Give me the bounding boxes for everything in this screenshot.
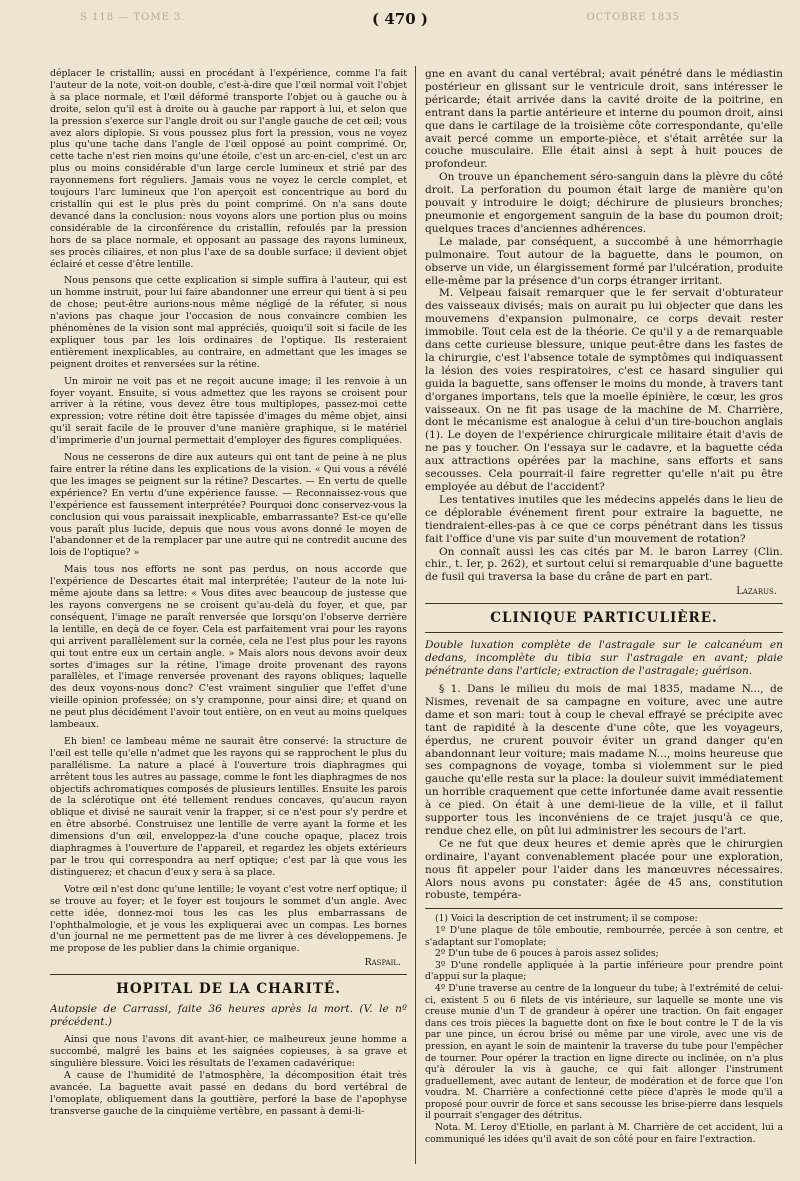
paragraph: On trouve un épanchement séro-sanguin dans la plèvre du côté droit. La perforation du poumon était large de manière qu'on pouvait y introduire le doigt; déchirure de plusieurs bronches; pneumonie et engorgement sanguin de la base du poumon droit; quelques traces d'anciennes adhérences. (425, 171, 783, 235)
clinique-subtitle: Double luxation complète de l'astragale sur le calcanéum en dedans, incomplète du tibia sur l'astragale en avant; plaie pénétrante dans l'article; extraction de l'astragale; guérison. (425, 639, 783, 678)
paragraph: M. Velpeau faisait remarquer que le fer servait d'obturateur des vaisseaux divisés; mais on aurait pu lui objecter que dans les mouvemens d'expansion pulmonaire, ce corps devait rester immobile. Tout cela est de la théorie. Ce qu'il y a de remarquable dans cette curieuse blessure, unique peut-être dans les fastes de la chirurgie, c'est l'absence totale de symptômes qui indiquassent la lésion des voies respiratoires, c'est ce hasard singulier qui guida la baguette, sans offenser le moins du monde, à travers tant d'organes importans, tels que la moelle épinière, le cœur, les gros vaisseaux. On ne fit pas usage de la machine de M. Charrière, dont le mécanisme est analogue à celui d'un tire-bouchon anglais (1). Le doyen de l'expérience chirurgicale militaire était d'avis de ne pas y toucher. On l'essaya sur le cadavre, et la baguette céda aux attractions opérées par la machine, sans efforts et sans secousses. Cela pourrait-il faire regretter qu'elle n'ait pu être employée au début de l'accident? (425, 287, 783, 493)
paragraph: Mais tous nos efforts ne sont pas perdus, on nous accorde que l'expérience de Descartes était mal interprétée; l'auteur de la note lui-même ajoute dans sa lettre: « Vous dites avec beaucoup de justesse que les rayons convergens ne se croisent qu'au-delà du foyer, et que, par conséquent, l'image ne paraît renversée que lorsqu'on l'observe derrière la lentille, en deçà de ce foyer. Cela est parfaitement vrai pour les rayons qui arrivent parallèlement sur la cornée, cela ne l'est plus pour les rayons qui tout entre eux un certain angle. » Mais alors nous devons avoir deux sortes d'images sur la rétine, l'image droite provenant des rayons parallèles, et l'image renversée provenant des rayons obliques; laquelle des deux voyons-nous donc? C'est vraiment singulier que l'effet d'une vieille opinion professée; on s'y cramponne, pour ainsi dire; et quand on ne peut plus décidément l'avoir tout entière, on en veut au moins quelques lambeaux. (50, 564, 407, 731)
paragraph: Nous ne cesserons de dire aux auteurs qui ont tant de peine à ne plus faire entrer la rétine dans les explications de la vision. « Qui vous a révélé que les images se peignent sur la rétine? Descartes. — En vertu de quelle expérience? En vertu d'une expérience fausse. — Reconnaissez-vous que l'expérience est faussement interprétée? Pourquoi donc conservez-vous la conclusion qui vous paraissait inexplicable, embarrassante? Est-ce qu'elle vous paraît plus lucide, depuis que nous vous avons donné le moyen de l'abandonner et de la remplacer par une autre qui ne contredit aucune des lois de l'optique? » (50, 452, 407, 559)
section-title-hospital: HOPITAL DE LA CHARITÉ. (116, 981, 341, 998)
paragraph: Eh bien! ce lambeau même ne saurait être conservé: la structure de l'œil est telle qu'elle n'admet que les rayons qui se rapprochent le plus du parallélisme. La nature a placé à l'ouverture trois diaphragmes qui arrêtent tous les autres au passage, comme le font les diaphragmes de nos objectifs achromatiques composés de plusieurs lentilles. Ensuite les parois de la sclérotique ont été tellement rendues concaves, qu'aucun rayon oblique et divisé ne saurait venir la frapper, si ce n'est pour s'y perdre et en être absorbé. Construisez une lentille de verre ayant la forme et les dimensions d'un œil, enveloppez-la d'une couche opaque, placez trois diaphragmes à l'ouverture de l'appareil, et regardez les objets extérieurs par le trou qui correspondra au nerf optique; c'est par là que vous les distinguerez; et chacun d'eux y sera à sa place. (50, 735, 407, 878)
paragraph: Votre œil n'est donc qu'une lentille; le voyant c'est votre nerf optique; il se trouve au foyer; et le foyer est toujours le sommet d'un angle. Avec cette idée, donnez-moi tous les cas les plus embarrassans de l'ophthalmologie, et je vous les expliquerai avec un compas. Les bornes d'un journal ne me permettent pas de me livrer à ces développemens. Je me propose de les publier dans la chimie organique. (50, 883, 407, 955)
column-divider (415, 66, 416, 1164)
right-column (425, 68, 783, 1145)
footnote: 2º D'un tube de 6 pouces à parois assez solides; (435, 948, 659, 960)
paragraph: Les tentatives inutiles que les médecins appelés dans le lieu de ce déplorable événement firent pour extraire la baguette, ne tiendraient-elles-pas à ce que ce corps pénétrant dans les tissus fait l'office d'une vis par suite d'un mouvement de rotation? (425, 493, 783, 545)
bleed-through-header-right: OCTOBRE 1835 (586, 12, 680, 23)
paragraph: Ce ne fut que deux heures et demie après que le chirurgien ordinaire, l'ayant convenablement placée pour une exploration, nous fit appeler pour l'aider dans les manœuvres nécessaires. Alors nous avons pu constater: âgée de 45 ans, constitution robuste, tempéra- (425, 837, 783, 902)
footnote: 4º D'une traverse au centre de la longueur du tube; à l'extrémité de celui-ci, existent 5 ou 6 filets de vis intérieure, sur laquelle se monte une vis creuse munie d'un T de grandeur à opérer une traction. On fait engager dans ces trois pièces la baguette dont on fixe le bout contre le T de la vis par une pince, un écrou brisé ou même par une virole, avec une vis de pression, en ayant le soin de maintenir la traverse du tube pour l'empêcher de tourner. Pour opérer la traction en ligne directe ou inclinée, on n'a plus qu'à dérouler la vis à gauche, ce qui fait allonger l'instrument graduellement, avec autant de lenteur, de modération et de force que l'on voudra. M. Charrière a confectionné cette pièce d'après le mode qu'il a proposé pour ouvrir de force et sans secousse les brise-pierre dans lesquels il pourrait s'engager des détritus. (425, 982, 783, 1122)
section-rule (50, 974, 407, 975)
paragraph: On connaît aussi les cas cités par M. le baron Larrey (Clin. chir., t. Ier, p. 262), et surtout celui si remarquable d'une baguette de fusil qui traversa la base du crâne de part en part. (425, 545, 783, 584)
footnote: Nota. M. Leroy d'Etiolle, en parlant à M. Charrière de cet accident, lui a communiqué les idées qu'il avait de son côté pour en faire l'extraction. (425, 1122, 783, 1145)
section-title-clinique: CLINIQUE PARTICULIÈRE. (490, 610, 718, 627)
paragraph: Le malade, par conséquent, a succombé à une hémorrhagie pulmonaire. Tout autour de la baguette, dans le poumon, on observe un vide, un élargissement formé par l'ulcération, produite elle-même par la présence d'un corps étranger irritant. (425, 235, 783, 287)
footnotes (425, 908, 783, 1145)
section-rule (425, 603, 783, 604)
paragraph: gne en avant du canal vertébral; avait pénétré dans le médiastin postérieur en glissant sur le ventricule droit, sans intéresser le péricarde; était arrivée dans la cavité droite de la poitrine, en entrant dans la partie antérieure et interne du poumon droit, ainsi que dans le cartilage de la troisième côte correspondante, qu'elle avait percé comme un emporte-pièce, et s'était arrêtée sur la couche musculaire. Elle était ainsi à sept à huit pouces de profondeur. (425, 68, 783, 171)
section-rule (425, 632, 783, 633)
autopsy-subtitle: Autopsie de Carrassi, faite 36 heures après la mort. (V. le nº précédent.) (50, 1003, 407, 1029)
page-number: ( 470 ) (372, 10, 428, 28)
footnote: 1º D'une plaque de tôle emboutie, rembourrée, percée à son centre, et s'adaptant sur l'omoplate; (425, 924, 783, 948)
footnote: (1) Voici la description de cet instrument; il se compose: (435, 913, 698, 925)
footnote: 3º D'une rondelle appliquée à la partie inférieure pour prendre point d'appui sur la plaque; (425, 959, 783, 983)
paragraph: § 1. Dans le milieu du mois de mai 1835, madame N..., de Nismes, revenait de sa campagne en voiture, avec une autre dame et son mari: tout à coup le cheval effrayé se précipite avec tant de rapidité à la descente d'une côte, que les voyageurs, éperdus, ne crurent pouvoir éviter un grand danger qu'en abandonnant leur voiture; mais madame N..., moins heureuse que ses compagnons de voyage, tomba si violemment sur le pied gauche qu'elle resta sur la place: la douleur suivit immédiatement un horrible craquement que cette infortunée dame avait ressentie à ce pied. On était à une demi-lieue de la ville, et il fallut supporter tous les inconvéniens de ce trajet jusqu'à ce que, rendue chez elle, on pût lui administrer les secours de l'art. (425, 682, 783, 837)
author-signature: Lazarus. (736, 586, 777, 598)
paragraph: Un miroir ne voit pas et ne reçoit aucune image; il les renvoie à un foyer voyant. Ensuite, si vous admettez que les rayons se croisent pour arriver à la rétine, vous devez être tous multiplopes, passez-moi cette expression; votre rétine doit être tapissée d'images du même objet, ainsi qu'il serait facile de le prouver d'une manière graphique, si le matériel d'imprimerie d'un journal permettait d'employer des figures compliquées. (50, 375, 407, 447)
left-column (50, 68, 407, 1117)
bleed-through-header-left: S 118 — TOME 3. (80, 12, 186, 23)
paragraph: A cause de l'humidité de l'atmosphère, la décomposition était très avancée. La baguette avait passé en dedans du bord vertébral de l'omoplate, obliquement dans la gouttière, perforé la base de l'apophyse transverse gauche de la cinquième vertèbre, en passant à demi-li- (50, 1069, 407, 1117)
paragraph: Ainsi que nous l'avons dit avant-hier, ce malheureux jeune homme a succombé, malgré les bains et les saignées copieuses, à sa grave et singulière blessure. Voici les résultats de l'examen cadavérique: (50, 1034, 407, 1069)
paragraph: Nous pensons que cette explication si simple suffira à l'auteur, qui est un homme instruit, pour lui faire abandonner une erreur qui tient à si peu de chose; peut-être aurions-nous même négligé de la réfuter, si nous n'avions pas chaque jour l'occasion de nous convaincre combien les phénomènes de la vision sont mal appréciés, quoiqu'il soit si facile de les expliquer tous par les lois ordinaires de l'optique. Ils resteraient entièrement inexplicables, au contraire, en admettant que les images se peignent droites et renversées sur la rétine. (50, 275, 407, 370)
paragraph: déplacer le cristallin; aussi en procédant à l'expérience, comme l'a fait l'auteur de la note, voit-on double, c'est-à-dire que l'œil normal voit l'objet à sa place normale, et l'œil déformé transporte l'objet ou à gauche ou à droite, selon qu'il est à droite ou à gauche par rapport à lui, et selon que la pression s'exerce sur l'angle droit ou sur l'angle gauche de cet œil; vous avez alors diplopie. Si vous poussez plus fort la pression, vous ne voyez plus qu'une tache dans l'angle de l'œil opposé au point comprimé. Or, cette tache n'est rien moins qu'une étoile, c'est un arc-en-ciel, c'est un arc plus ou moins considérable d'un large cercle lumineux et strié par des rayonnemens fort réguliers. Jamais vous ne voyez le cercle complet, et toujours l'arc lumineux que l'on aperçoit est concentrique au bord du cristallin qui est le plus près du point comprimé. On n'a sans doute devancé dans la conclusion: nous voyons alors une portion plus ou moins considérable de la circonférence du cristallin, refoulés par la pression hors de sa place normale, et opposant au passage des rayons lumineux, ses procès ciliaires, et non plus l'axe de sa double surface; il devient objet éclairé et cesse d'être lentille. (50, 68, 407, 270)
author-signature: Raspail. (364, 957, 401, 969)
